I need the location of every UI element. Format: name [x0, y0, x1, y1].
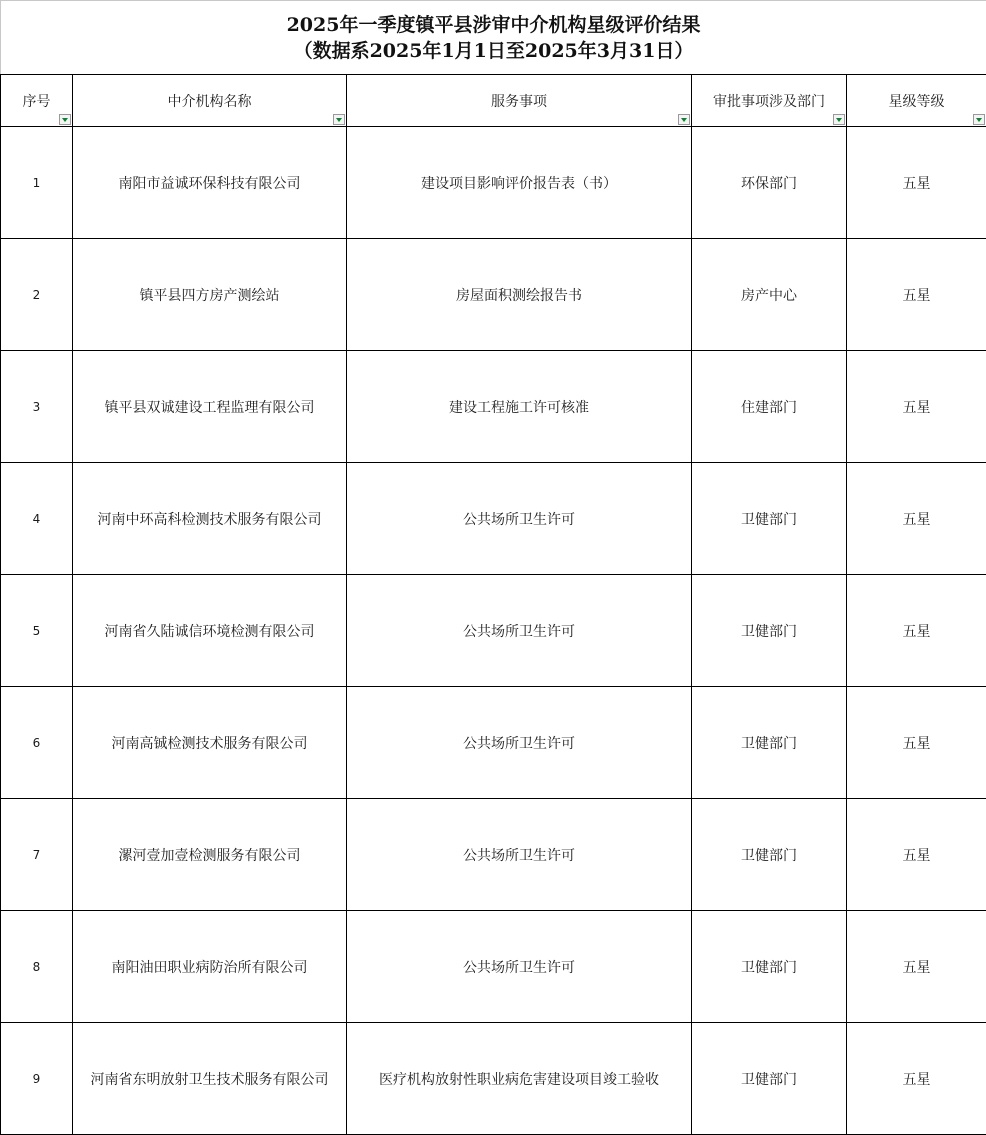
table-title — [1, 1, 986, 75]
table-row — [1, 127, 986, 239]
cell-rating[interactable]: 五星 — [847, 127, 986, 239]
cell-seq[interactable]: 6 — [1, 687, 73, 799]
cell-rating[interactable]: 五星 — [847, 239, 986, 351]
cell-org[interactable]: 镇平县四方房产测绘站 — [73, 239, 347, 351]
header-org-label: 中介机构名称 — [167, 93, 252, 110]
table-row — [1, 239, 986, 351]
cell-service[interactable]: 公共场所卫生许可 — [347, 687, 692, 799]
table-row — [1, 575, 986, 687]
header-dept-label: 审批事项涉及部门 — [713, 93, 825, 110]
cell-service[interactable]: 公共场所卫生许可 — [347, 799, 692, 911]
filter-dropdown-icon[interactable] — [333, 114, 345, 125]
table-row — [1, 1023, 986, 1135]
filter-dropdown-icon[interactable] — [973, 114, 985, 125]
title-line-1: 2025年一季度镇平县涉审中介机构星级评价结果 — [286, 13, 701, 36]
title-line-2: （数据系2025年1月1日至2025年3月31日） — [293, 39, 694, 62]
cell-rating[interactable]: 五星 — [847, 911, 986, 1023]
filter-dropdown-icon[interactable] — [59, 114, 71, 125]
cell-seq[interactable]: 8 — [1, 911, 73, 1023]
cell-dept[interactable]: 环保部门 — [692, 127, 847, 239]
cell-seq[interactable]: 9 — [1, 1023, 73, 1135]
cell-org[interactable]: 南阳油田职业病防治所有限公司 — [73, 911, 347, 1023]
header-seq — [1, 75, 73, 127]
cell-service[interactable]: 医疗机构放射性职业病危害建设项目竣工验收 — [347, 1023, 692, 1135]
header-seq-label: 序号 — [22, 93, 51, 110]
cell-seq[interactable]: 2 — [1, 239, 73, 351]
cell-rating[interactable]: 五星 — [847, 687, 986, 799]
table-row — [1, 463, 986, 575]
table-row — [1, 799, 986, 911]
header-row — [1, 75, 986, 127]
header-rating — [847, 75, 986, 127]
header-org — [73, 75, 347, 127]
header-service — [347, 75, 692, 127]
table-row — [1, 351, 986, 463]
cell-seq[interactable]: 5 — [1, 575, 73, 687]
cell-dept[interactable]: 卫健部门 — [692, 1023, 847, 1135]
cell-rating[interactable]: 五星 — [847, 799, 986, 911]
title-row — [1, 1, 986, 75]
header-dept — [692, 75, 847, 127]
cell-org[interactable]: 南阳市益诚环保科技有限公司 — [73, 127, 347, 239]
cell-dept[interactable]: 卫健部门 — [692, 911, 847, 1023]
cell-dept[interactable]: 卫健部门 — [692, 799, 847, 911]
cell-seq[interactable]: 7 — [1, 799, 73, 911]
cell-service[interactable]: 建设项目影响评价报告表（书） — [347, 127, 692, 239]
cell-org[interactable]: 镇平县双诚建设工程监理有限公司 — [73, 351, 347, 463]
cell-dept[interactable]: 卫健部门 — [692, 463, 847, 575]
cell-seq[interactable]: 3 — [1, 351, 73, 463]
filter-dropdown-icon[interactable] — [678, 114, 690, 125]
cell-rating[interactable]: 五星 — [847, 463, 986, 575]
cell-org[interactable]: 漯河壹加壹检测服务有限公司 — [73, 799, 347, 911]
cell-seq[interactable]: 4 — [1, 463, 73, 575]
cell-org[interactable]: 河南高铖检测技术服务有限公司 — [73, 687, 347, 799]
cell-dept[interactable]: 房产中心 — [692, 239, 847, 351]
table-row — [1, 911, 986, 1023]
cell-rating[interactable]: 五星 — [847, 575, 986, 687]
cell-dept[interactable]: 卫健部门 — [692, 575, 847, 687]
cell-rating[interactable]: 五星 — [847, 1023, 986, 1135]
table-row — [1, 687, 986, 799]
cell-org[interactable]: 河南省东明放射卫生技术服务有限公司 — [73, 1023, 347, 1135]
cell-service[interactable]: 建设工程施工许可核准 — [347, 351, 692, 463]
cell-org[interactable]: 河南中环高科检测技术服务有限公司 — [73, 463, 347, 575]
cell-dept[interactable]: 住建部门 — [692, 351, 847, 463]
cell-service[interactable]: 公共场所卫生许可 — [347, 463, 692, 575]
cell-service[interactable]: 公共场所卫生许可 — [347, 575, 692, 687]
cell-seq[interactable]: 1 — [1, 127, 73, 239]
cell-service[interactable]: 房屋面积测绘报告书 — [347, 239, 692, 351]
header-rating-label: 星级等级 — [888, 93, 945, 110]
cell-org[interactable]: 河南省久陆诚信环境检测有限公司 — [73, 575, 347, 687]
filter-dropdown-icon[interactable] — [833, 114, 845, 125]
cell-rating[interactable]: 五星 — [847, 351, 986, 463]
header-service-label: 服务事项 — [491, 93, 547, 110]
cell-service[interactable]: 公共场所卫生许可 — [347, 911, 692, 1023]
cell-dept[interactable]: 卫健部门 — [692, 687, 847, 799]
